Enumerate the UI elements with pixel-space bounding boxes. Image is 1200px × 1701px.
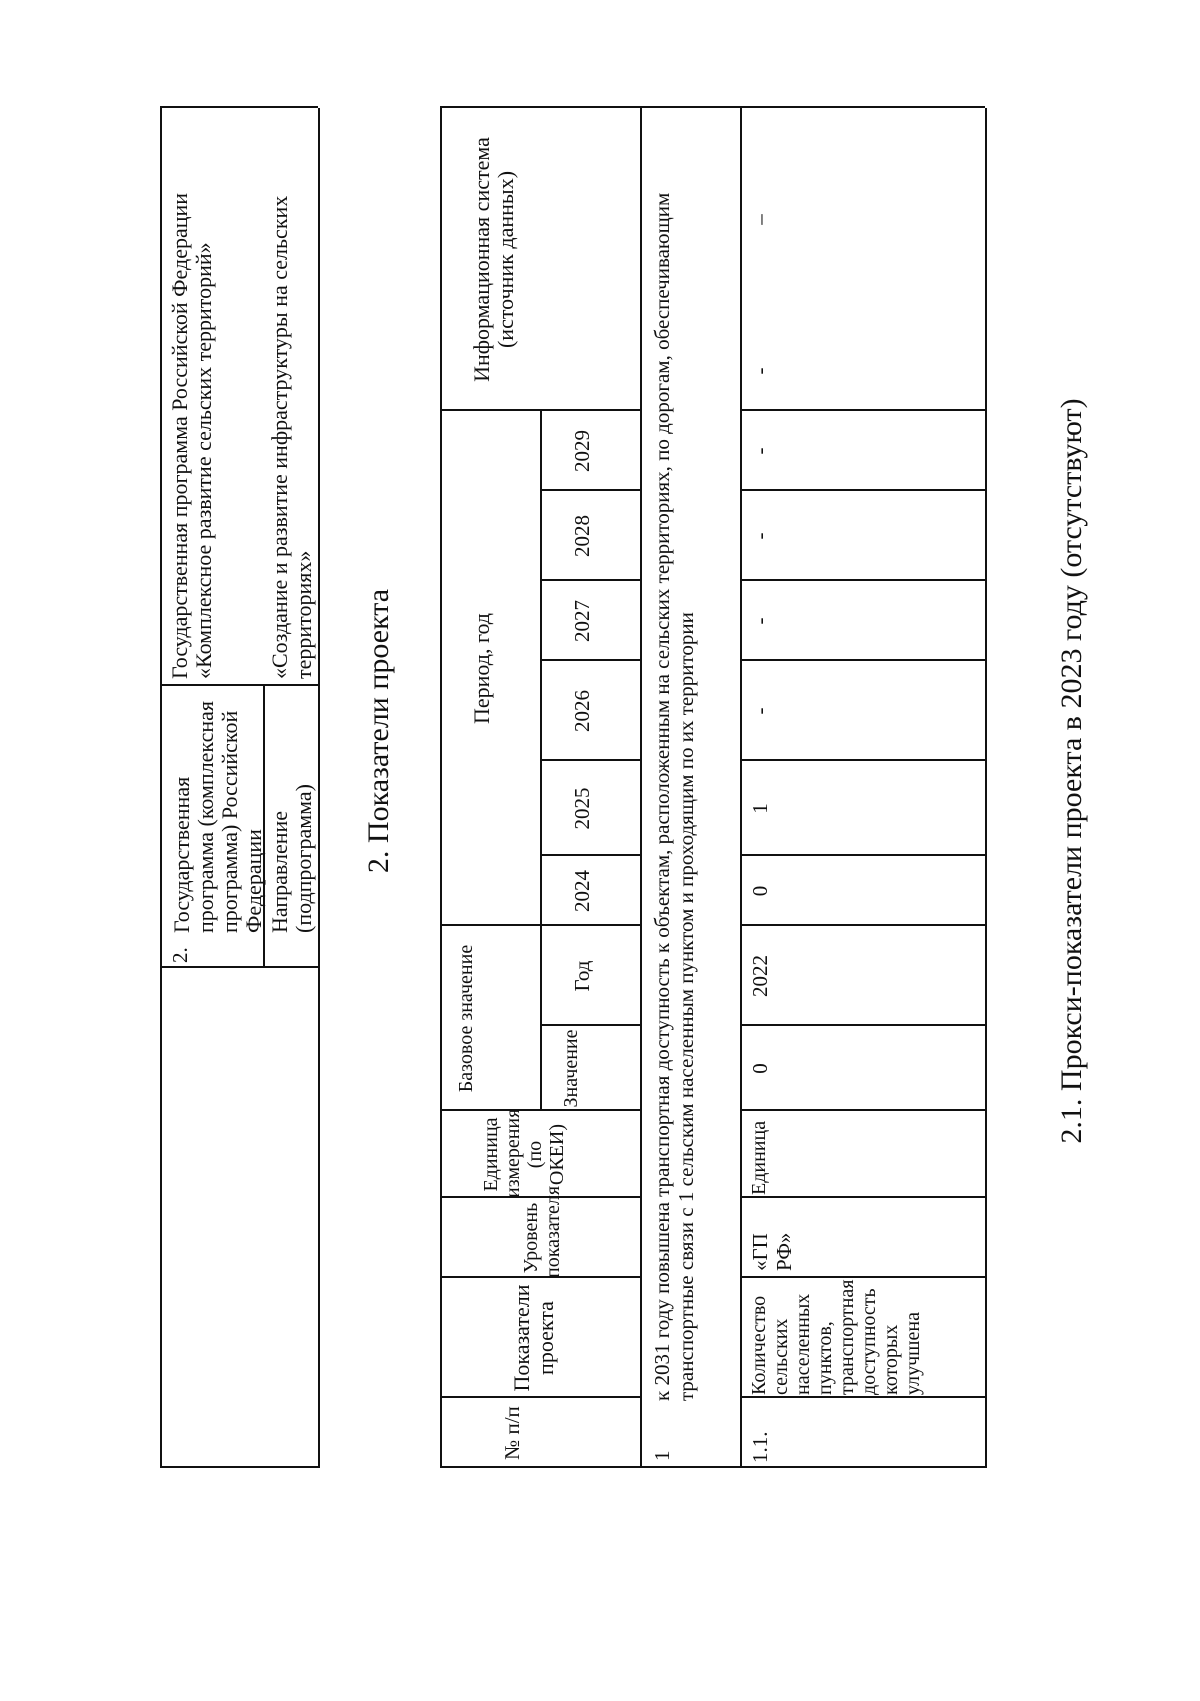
row-level: «ГП РФ» xyxy=(748,1232,796,1271)
gp-label: Государственная программа (комплексная программа) Российской Федерации xyxy=(169,701,266,933)
header-indicator: Показатели проекта xyxy=(509,1284,558,1392)
header-unit: Единица измерения (по ОКЕИ) xyxy=(480,1108,568,1198)
direction-label: Направление (подпрограмма) xyxy=(267,783,316,933)
header-year-2026: 2026 xyxy=(570,690,594,732)
row-value-2025: 1 xyxy=(748,803,772,814)
row-value-2026: - xyxy=(748,707,772,715)
header-year-2027: 2027 xyxy=(570,600,594,642)
top-table-row-number: 2. xyxy=(168,947,192,963)
section-2-title: 2. Показатели проекта xyxy=(362,588,395,874)
goal-row-text: к 2031 году повышена транспортная доступность к объектам, расположенным на сельских территориях, по дорогам, обеспечивающим транспортные связи с 1 сельским населенным пунктом и проходящим по их территории xyxy=(650,192,698,1401)
row-value-2029: - xyxy=(748,447,772,455)
header-year-2024: 2024 xyxy=(570,870,594,912)
header-base-value: Значение xyxy=(560,1029,582,1108)
row-indicator: Количество сельских населенных пунктов, транспортная доступность которых улучшена xyxy=(748,1279,924,1395)
row-value-2027: - xyxy=(748,617,772,625)
row-base-year: 2022 xyxy=(748,955,772,997)
row-base-value: 0 xyxy=(748,1063,772,1074)
row-info: – xyxy=(748,214,772,225)
row-value-2028: - xyxy=(748,532,772,540)
header-info: Информационная система (источник данных) xyxy=(469,137,518,382)
header-year-2028: 2028 xyxy=(570,515,594,557)
header-base: Базовое значение xyxy=(455,944,477,1093)
header-year-2025: 2025 xyxy=(570,787,594,830)
goal-row-num: 1 xyxy=(650,1450,674,1461)
header-base-year: Год xyxy=(570,960,594,992)
header-period: Период, год xyxy=(469,612,494,725)
row-value-2024: 0 xyxy=(748,885,772,897)
direction-value: «Создание и развитие инфраструктуры на сельских территориях» xyxy=(267,195,316,679)
header-year-2029: 2029 xyxy=(570,430,594,472)
header-level: Уровень показателя xyxy=(520,1185,564,1278)
gp-value: Государственная программа Российской Федерации «Комплексное развитие сельских территорий» xyxy=(167,192,216,679)
section-2-1-title: 2.1. Прокси-показатели проекта в 2023 году (отсутствуют) xyxy=(1055,398,1088,1144)
row-value-2030: - xyxy=(748,367,772,375)
header-num: № п/п xyxy=(500,1406,524,1460)
row-num: 1.1. xyxy=(748,1431,772,1463)
row-unit: Единица xyxy=(748,1120,770,1195)
